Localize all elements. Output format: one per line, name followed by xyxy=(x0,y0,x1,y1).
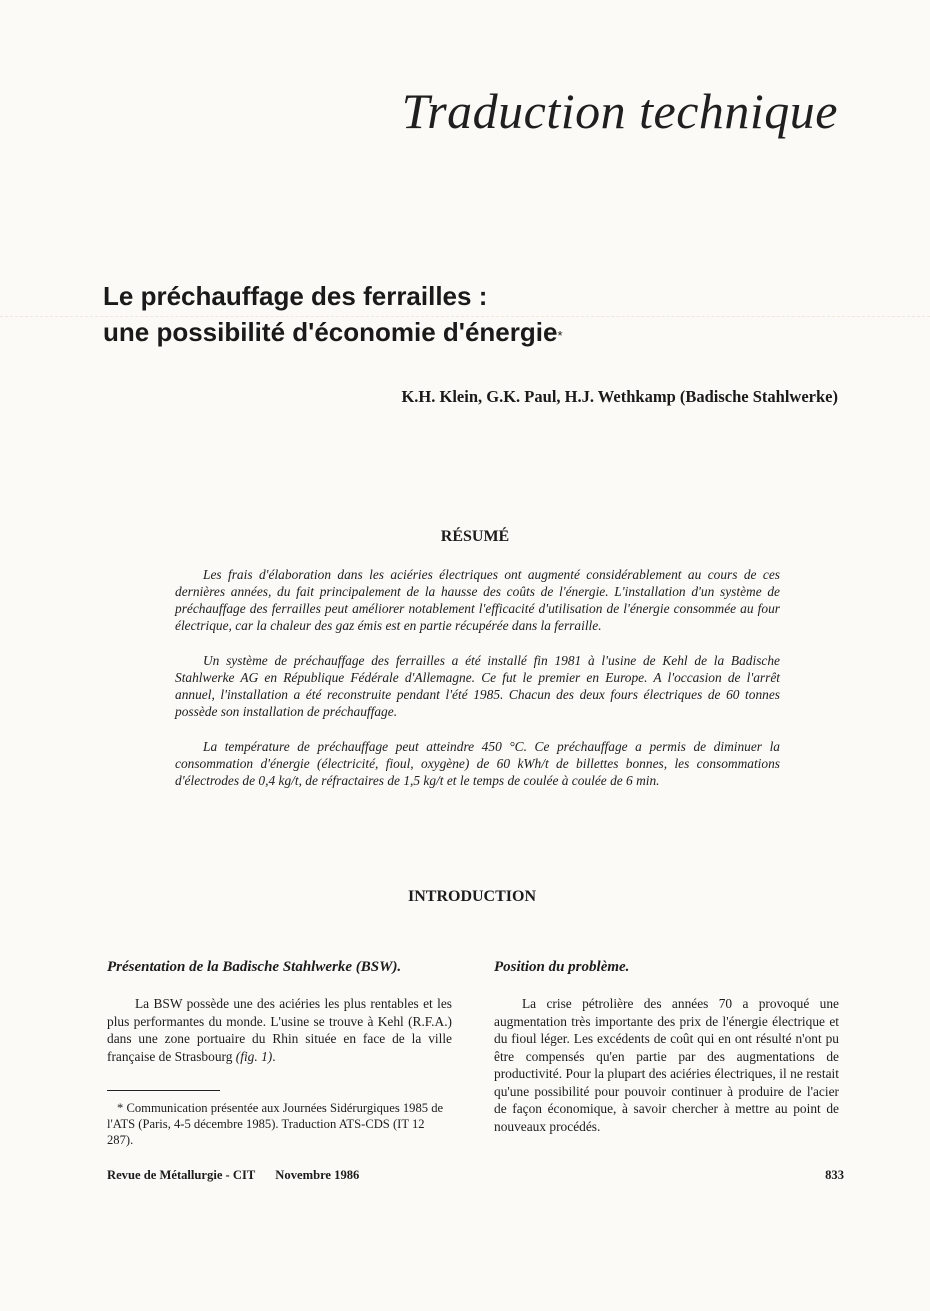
footnote-text: * Communication présentée aux Journées Sidérurgiques 1985 de l'ATS (Paris, 4-5 décembre 1985). Traduction ATS-CDS (IT 12 287). xyxy=(107,1101,444,1147)
right-column-paragraph: La crise pétrolière des années 70 a provoqué une augmentation très importante des prix de l'énergie électrique et du fioul léger. Les excédents de coût qui en ont résulté n'ont pu être compensés qu'en partie par des augmentations de productivité. Pour la plupart des aciéries électriques, il ne restait qu'une possibilité pour pouvoir continuer à produire de l'acier de façon économique, à savoir chercher à mettre au point de nouveaux procédés. xyxy=(494,996,839,1134)
abstract-heading: RÉSUMÉ xyxy=(440,528,510,545)
left-column-text xyxy=(107,995,452,1065)
left-paragraph-text: La BSW possède une des aciéries les plus rentables et les plus performantes du monde. L'usine se trouve à Kehl (R.F.A.) dans une zone portuaire du Rhin située en face de la ville française de Strasbourg xyxy=(107,996,452,1064)
right-column-heading: Position du problème. xyxy=(494,959,630,975)
right-column-text xyxy=(494,995,839,1135)
figure-reference: (fig. 1) xyxy=(235,1048,273,1064)
abstract-body xyxy=(175,566,780,807)
abstract-paragraph: Les frais d'élaboration dans les aciéries électriques ont augmenté considérablement au cours de ces dernières années, du fait principalement de la hausse des coûts de l'énergie. L'installation d'un système de préchauffage des ferrailles peut améliorer notablement l'efficacité d'utilisation de l'énergie consommée au four électrique, car la chaleur des gaz émis est en partie récupérée dans la ferraille. xyxy=(175,567,780,633)
footer-journal xyxy=(107,1168,359,1183)
left-column-heading: Présentation de la Badische Stahlwerke (BSW). xyxy=(107,959,402,975)
section-header: Traduction technique xyxy=(401,83,838,139)
title-line-2-text: une possibilité d'économie d'énergie xyxy=(103,317,558,347)
footnote xyxy=(107,1100,452,1148)
page-number: 833 xyxy=(825,1168,844,1182)
issue-date: Novembre 1986 xyxy=(275,1168,360,1182)
footnote-marker: * xyxy=(557,328,563,343)
journal-name: Revue de Métallurgie - CIT xyxy=(107,1168,256,1182)
authors-line: K.H. Klein, G.K. Paul, H.J. Wethkamp (Badische Stahlwerke) xyxy=(401,387,838,406)
title-line-1: Le préchauffage des ferrailles : xyxy=(103,281,488,311)
article-title xyxy=(103,278,823,350)
left-paragraph-end: . xyxy=(272,1048,276,1064)
left-column-paragraph xyxy=(107,995,452,1065)
introduction-heading: INTRODUCTION xyxy=(407,888,536,905)
abstract-paragraph: La température de préchauffage peut atteindre 450 °C. Ce préchauffage a permis de diminuer la consommation d'énergie (électricité, fioul, oxygène) de 60 kWh/t de billettes bonnes, les consommations d'électrodes de 0,4 kg/t, de réfractaires de 1,5 kg/t et le temps de coulée à coulée de 6 min. xyxy=(175,739,780,788)
title-line-2 xyxy=(103,314,823,350)
footnote-rule xyxy=(107,1090,220,1091)
abstract-paragraph: Un système de préchauffage des ferrailles a été installé fin 1981 à l'usine de Kehl de la Badische Stahlwerke AG en République Fédérale d'Allemagne. Ce fut le premier en Europe. A l'occasion de l'arrêt annuel, l'installation a été reconstruite pendant l'été 1985. Chacun des deux fours électriques de 60 tonnes possède son installation de préchauffage. xyxy=(175,653,780,719)
